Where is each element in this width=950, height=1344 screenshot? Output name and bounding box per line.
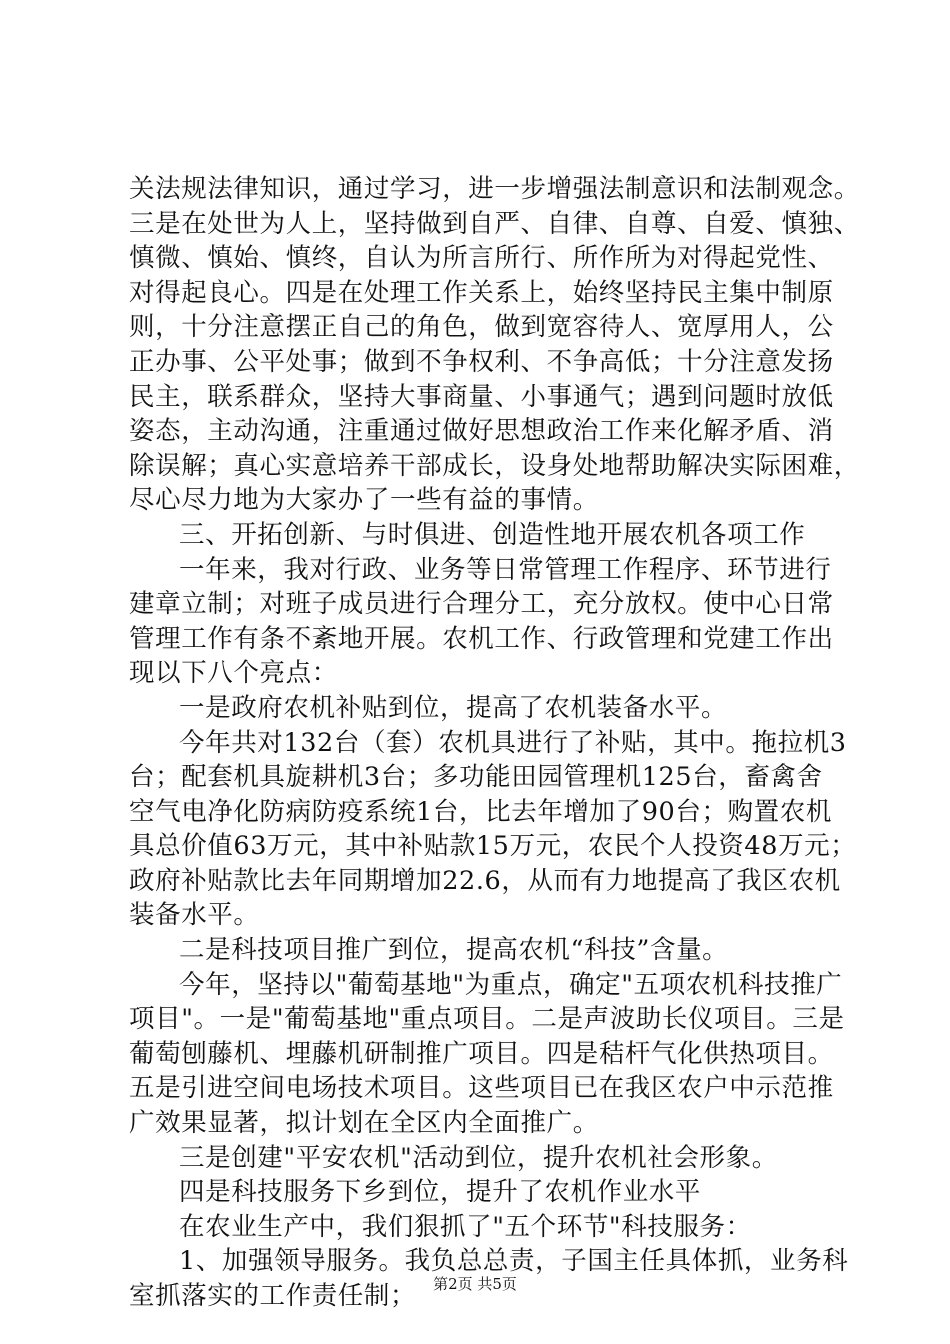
document-body — [129, 172, 860, 1314]
text-line: 台；配套机具旋耕机3台；多功能田园管理机125台，畜禽舍 — [129, 762, 823, 793]
text-line: 广效果显著，拟计划在全区内全面推广。 — [129, 1108, 599, 1139]
text-line: 装备水平。 — [129, 900, 260, 931]
text-line: 慎微、慎始、慎终，自认为所言所行、所作所为对得起党性、 — [129, 243, 834, 274]
text-line: 建章立制；对班子成员进行合理分工，充分放权。使中心日常 — [129, 589, 834, 620]
text-line: 正办事、公平处事；做到不争权利、不争高低；十分注意发扬 — [129, 346, 834, 377]
text-line: 民主，联系群众，坚持大事商量、小事通气；遇到问题时放低 — [129, 381, 834, 412]
text-line: 除误解；真心实意培养干部成长，设身处地帮助解决实际困难， — [129, 450, 860, 481]
text-line: 葡萄刨藤机、埋藤机研制推广项目。四是秸杆气化供热项目。 — [129, 1038, 834, 1069]
subheading: 一是政府农机补贴到位，提高了农机装备水平。 — [179, 692, 728, 723]
text-line: 三是在处世为人上，坚持做到自严、自律、自尊、自爱、慎独、 — [129, 208, 860, 239]
text-line: 管理工作有条不紊地开展。农机工作、行政管理和党建工作出 — [129, 623, 834, 654]
paragraph-start: 在农业生产中，我们狠抓了"五个环节"科技服务： — [179, 1211, 752, 1242]
text-line: 则，十分注意摆正自己的角色，做到宽容待人、宽厚用人，公 — [129, 312, 834, 343]
text-line: 空气电净化防病防疫系统1台，比去年增加了90台；购置农机 — [129, 796, 832, 827]
text-line: 政府补贴款比去年同期增加22.6，从而有力地提高了我区农机 — [129, 865, 841, 896]
subheading: 三是创建"平安农机"活动到位，提升农机社会形象。 — [179, 1142, 778, 1173]
text-line: 姿态，主动沟通，注重通过做好思想政治工作来化解矛盾、消 — [129, 416, 834, 447]
text-line: 尽心尽力地为大家办了一些有益的事情。 — [129, 485, 599, 516]
text-line: 室抓落实的工作责任制； — [129, 1281, 417, 1311]
text-line: 对得起良心。四是在处理工作关系上，始终坚持民主集中制原 — [129, 277, 834, 308]
text-line: 具总价值63万元，其中补贴款15万元，农民个人投资48万元； — [129, 831, 857, 862]
subheading: 四是科技服务下乡到位，提升了农机作业水平 — [179, 1177, 702, 1208]
text-line: 关法规法律知识，通过学习，进一步增强法制意识和法制观念。 — [129, 174, 860, 204]
subheading: 二是科技项目推广到位，提高农机“科技”含量。 — [179, 935, 729, 966]
section-heading: 三、开拓创新、与时俱进、创造性地开展农机各项工作 — [179, 519, 806, 550]
paragraph-start: 一年来，我对行政、业务等日常管理工作程序、环节进行 — [179, 554, 832, 585]
paragraph-start: 今年共对132台（套）农机具进行了补贴，其中。拖拉机3 — [179, 727, 847, 758]
paragraph-start: 今年，坚持以"葡萄基地"为重点，确定"五项农机科技推广 — [179, 969, 843, 1000]
paragraph-start: 1、加强领导服务。我负总总责，子国主任具体抓，业务科 — [179, 1246, 849, 1277]
text-line: 项目"。一是"葡萄基地"重点项目。二是声波助长仪项目。三是 — [129, 1004, 845, 1035]
page-number-footer: 第2页 共5页 — [433, 1275, 517, 1293]
text-line: 现以下八个亮点： — [129, 658, 338, 689]
text-line: 五是引进空间电场技术项目。这些项目已在我区农户中示范推 — [129, 1073, 834, 1104]
